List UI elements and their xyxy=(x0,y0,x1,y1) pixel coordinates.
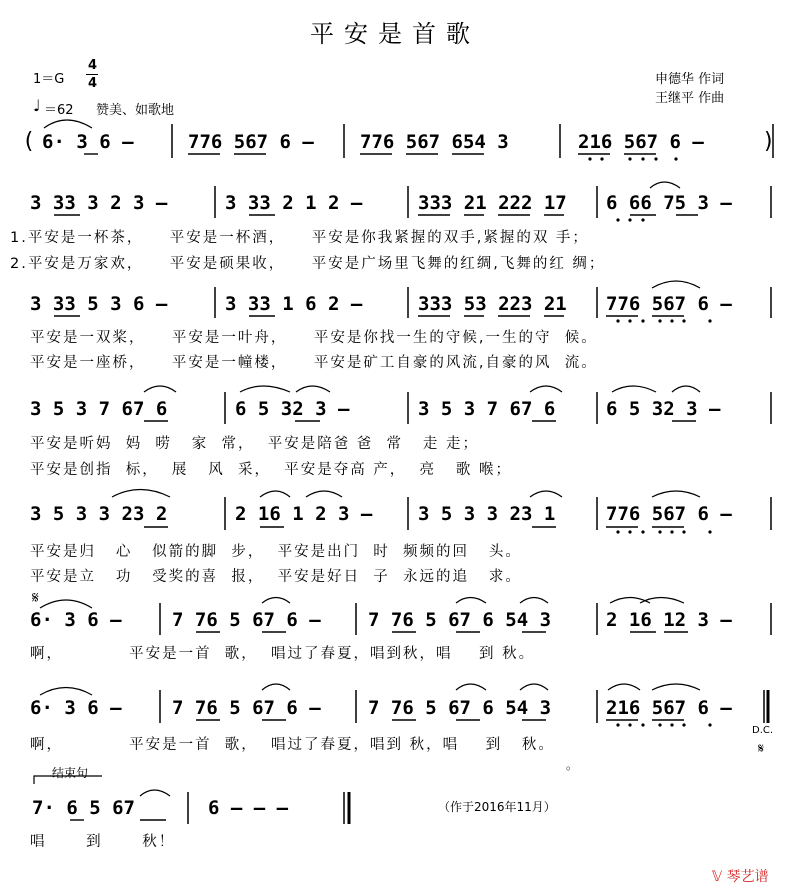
sys2-measure-3: 333 53 223 21 xyxy=(418,293,567,315)
sys6-measure-4: 216 567 6 – xyxy=(606,697,732,719)
sys6-lyric: 啊， 平安是一首 歌， 唱过了春夏，唱到 秋，唱 到 秋。 xyxy=(30,737,555,753)
intro-measure-2: 776 567 6 – xyxy=(188,131,314,153)
time-signature-bottom: 4 xyxy=(88,76,98,91)
ending-label: 结束句 xyxy=(52,766,89,780)
intro-measure-1: 6· 3 6 – xyxy=(42,131,134,153)
sys6-measure-3: 7 76 5 67 6 54 3 xyxy=(368,697,552,719)
sys1-measure-4: 6 66 75 3 – xyxy=(606,192,732,214)
sys6-measure-2: 7 76 5 67 6 – xyxy=(172,697,321,719)
sys2-measure-4: 776 567 6 – xyxy=(606,293,732,315)
time-signature-top: 4 xyxy=(88,58,98,73)
sys2-lyric-verse-2: 平安是一座桥， 平安是一幢楼， 平安是矿工自豪的风流,自豪的风 流。 xyxy=(30,355,598,371)
intro-measure-4: 216 567 6 – xyxy=(578,131,704,153)
ending-bracket xyxy=(34,776,102,784)
intro-paren-close: ) xyxy=(762,129,776,154)
sys3-lyric-verse-1: 平安是听妈 妈 唠 家 常， 平安是陪爸 爸 常 走 走； xyxy=(30,436,479,452)
sys1-measure-1: 3 33 3 2 3 – xyxy=(30,192,168,214)
sys1-measure-2: 3 33 2 1 2 – xyxy=(225,192,363,214)
segno-end-icon: 𝄋 xyxy=(758,741,765,757)
sys2-measure-2: 3 33 1 6 2 – xyxy=(225,293,363,315)
intro-paren-open: ( xyxy=(22,129,36,154)
watermark-logo: 𝕍 琴艺谱 xyxy=(712,869,769,885)
sys4-measure-4: 776 567 6 – xyxy=(606,503,732,525)
sys2-lyric-verse-1: 平安是一双桨， 平安是一叶舟， 平安是你找一生的守候,一生的守 候。 xyxy=(30,330,598,346)
intro-measure-3: 776 567 654 3 xyxy=(360,131,509,153)
sys5-lyric: 啊， 平安是一首 歌， 唱过了春夏，唱到秋，唱 到 秋。 xyxy=(30,646,536,662)
sys1-lyric-verse-1: 1.平安是一杯茶， 平安是一杯酒， 平安是你我紧握的双手,紧握的双 手； xyxy=(10,230,589,246)
composition-date: （作于2016年11月） xyxy=(438,800,556,814)
expression-marking: 赞美、如歌地 xyxy=(96,103,175,118)
sys4-lyric-verse-2: 平安是立 功 受奖的喜 报， 平安是好日 子 永远的追 求。 xyxy=(30,569,522,585)
ending-measure-1: 7· 6 5 67 xyxy=(32,797,135,819)
sys4-measure-1: 3 5 3 3 23 2 xyxy=(30,503,168,525)
da-capo-marking: D.C. xyxy=(752,725,774,736)
segno-icon: 𝄋 xyxy=(32,588,39,607)
key-signature: 1＝G xyxy=(33,72,65,87)
sys4-lyric-verse-1: 平安是归 心 似箭的脚 步， 平安是出门 时 频频的回 头。 xyxy=(30,544,522,560)
ending-measure-2: 6 – – – xyxy=(208,797,289,819)
beam-underlines xyxy=(54,154,698,820)
composer-credit: 王继平 作曲 xyxy=(655,91,725,106)
song-title: 平安是首歌 xyxy=(310,20,480,48)
ending-lyric: 唱 到 秋！ xyxy=(30,834,176,850)
lyricist-credit: 申德华 作词 xyxy=(655,72,725,87)
sys3-measure-3: 3 5 3 7 67 6 xyxy=(418,398,556,420)
sys5-measure-2: 7 76 5 67 6 – xyxy=(172,609,321,631)
sys4-measure-2: 2 16 1 2 3 – xyxy=(235,503,373,525)
barlines xyxy=(160,124,776,824)
sys4-measure-3: 3 5 3 3 23 1 xyxy=(418,503,556,525)
sys6-measure-1: 6· 3 6 – xyxy=(30,697,122,719)
sys3-measure-1: 3 5 3 7 67 6 xyxy=(30,398,168,420)
sys5-measure-1: 6· 3 6 – xyxy=(30,609,122,631)
sys3-lyric-verse-2: 平安是创指 标， 展 风 采， 平安是夺高 产， 亮 歌 喉； xyxy=(30,462,512,478)
quarter-note-icon: ♩ xyxy=(33,96,41,115)
sys2-measure-1: 3 33 5 3 6 – xyxy=(30,293,168,315)
octave-dots xyxy=(588,157,711,726)
sys3-measure-4: 6 5 32 3 – xyxy=(606,398,721,420)
sys5-measure-3: 7 76 5 67 6 54 3 xyxy=(368,609,552,631)
sys5-measure-4: 2 16 12 3 – xyxy=(606,609,732,631)
sys3-measure-2: 6 5 32 3 – xyxy=(235,398,350,420)
slurs xyxy=(40,120,700,796)
sys1-measure-3: 333 21 222 17 xyxy=(418,192,567,214)
tempo-marking: ＝62 xyxy=(44,103,74,118)
sys1-lyric-verse-2: 2.平安是万家欢， 平安是硕果收， 平安是广场里飞舞的红绸,飞舞的红 绸； xyxy=(10,256,606,272)
fermata-dot: 。 xyxy=(566,758,579,772)
